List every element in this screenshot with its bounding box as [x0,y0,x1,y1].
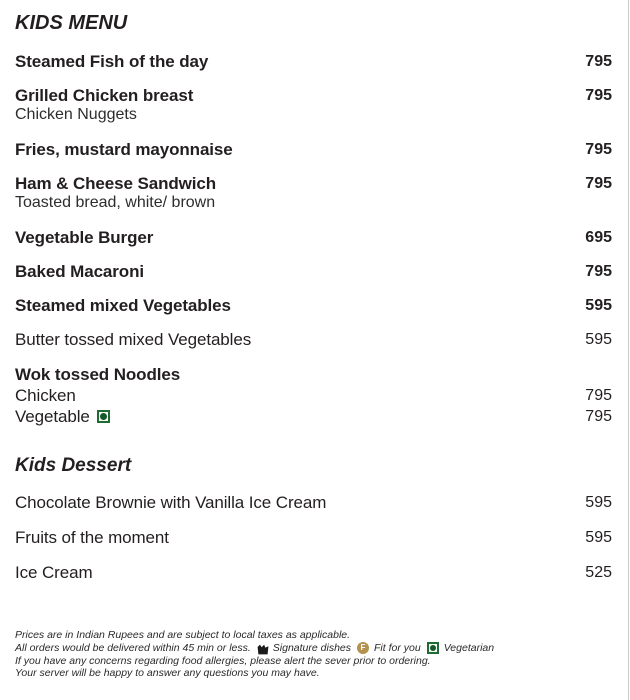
footer-line-4: Your server will be happy to answer any questions you may have. [15,667,320,680]
item-price: 795 [585,87,612,104]
item-subtitle: Chicken Nuggets [15,106,137,123]
fit-for-you-icon: F [357,642,369,654]
item-name: Steamed Fish of the day [15,52,209,71]
menu-item-row [15,563,612,582]
variant-price: 795 [585,408,612,425]
item-price: 695 [585,229,612,246]
item-price: 595 [585,494,612,511]
item-name-block [15,174,216,212]
menu-item-row [15,140,612,159]
variant-price: 795 [585,387,612,404]
item-name: Butter tossed mixed Vegetables [15,330,252,349]
menu-item-row [15,262,612,281]
menu-item-row [15,493,612,512]
variant-name: Vegetable [15,407,90,426]
item-name-block [15,86,193,124]
menu-item-row [15,228,612,247]
vegetarian-icon [97,410,110,423]
page-edge-line [628,0,629,700]
variant-name-block [15,406,110,427]
footer-line-1: Prices are in Indian Rupees and are subject to local taxes as applicable. [15,629,351,641]
item-name: Ice Cream [15,563,93,582]
group-name: Wok tossed Noodles [15,365,181,384]
vegetarian-dot [430,645,436,651]
vegetarian-dot [100,413,107,420]
item-name: Vegetable Burger [15,228,154,247]
item-name: Fruits of the moment [15,528,169,547]
page-title: KIDS MENU [15,12,128,34]
menu-item-row [15,296,612,315]
menu-item-group [15,364,612,427]
signature-dish-icon [257,644,269,655]
legend-fit-label: Fit for you [374,641,421,654]
item-price: 795 [585,53,612,70]
item-price: 795 [585,263,612,280]
item-name: Steamed mixed Vegetables [15,296,231,315]
item-price: 525 [585,564,612,581]
item-subtitle: Toasted bread, white/ brown [15,194,216,211]
footer-notes [15,629,612,680]
legend-veg-label: Vegetarian [443,641,495,654]
item-price: 795 [585,175,612,192]
item-price: 595 [585,297,612,314]
variant-name: Chicken [15,386,76,405]
footer-line-3: If you have any concerns regarding food allergies, please alert the sever prior to ordering. [15,654,431,667]
item-price: 595 [585,529,612,546]
item-name: Ham & Cheese Sandwich [15,174,217,193]
menu-item-row [15,52,612,71]
menu-item-row [15,86,612,124]
footer-line-2: All orders would be delivered within 45 min or less. [15,641,251,654]
item-name: Grilled Chicken breast [15,86,194,105]
menu-item-row [15,528,612,547]
menu-item-row [15,330,612,349]
item-price: 595 [585,331,612,348]
item-name: Baked Macaroni [15,262,144,281]
legend-signature-label: Signature dishes [272,641,351,654]
item-name: Fries, mustard mayonnaise [15,140,233,159]
item-price: 795 [585,141,612,158]
footer-legend-line [15,642,612,655]
item-name: Chocolate Brownie with Vanilla Ice Cream [15,493,327,512]
menu-variant-row [15,406,612,427]
menu-item-row [15,174,612,212]
dessert-section-title: Kids Dessert [15,455,132,476]
menu-variant-row [15,385,612,406]
vegetarian-icon [427,642,439,654]
